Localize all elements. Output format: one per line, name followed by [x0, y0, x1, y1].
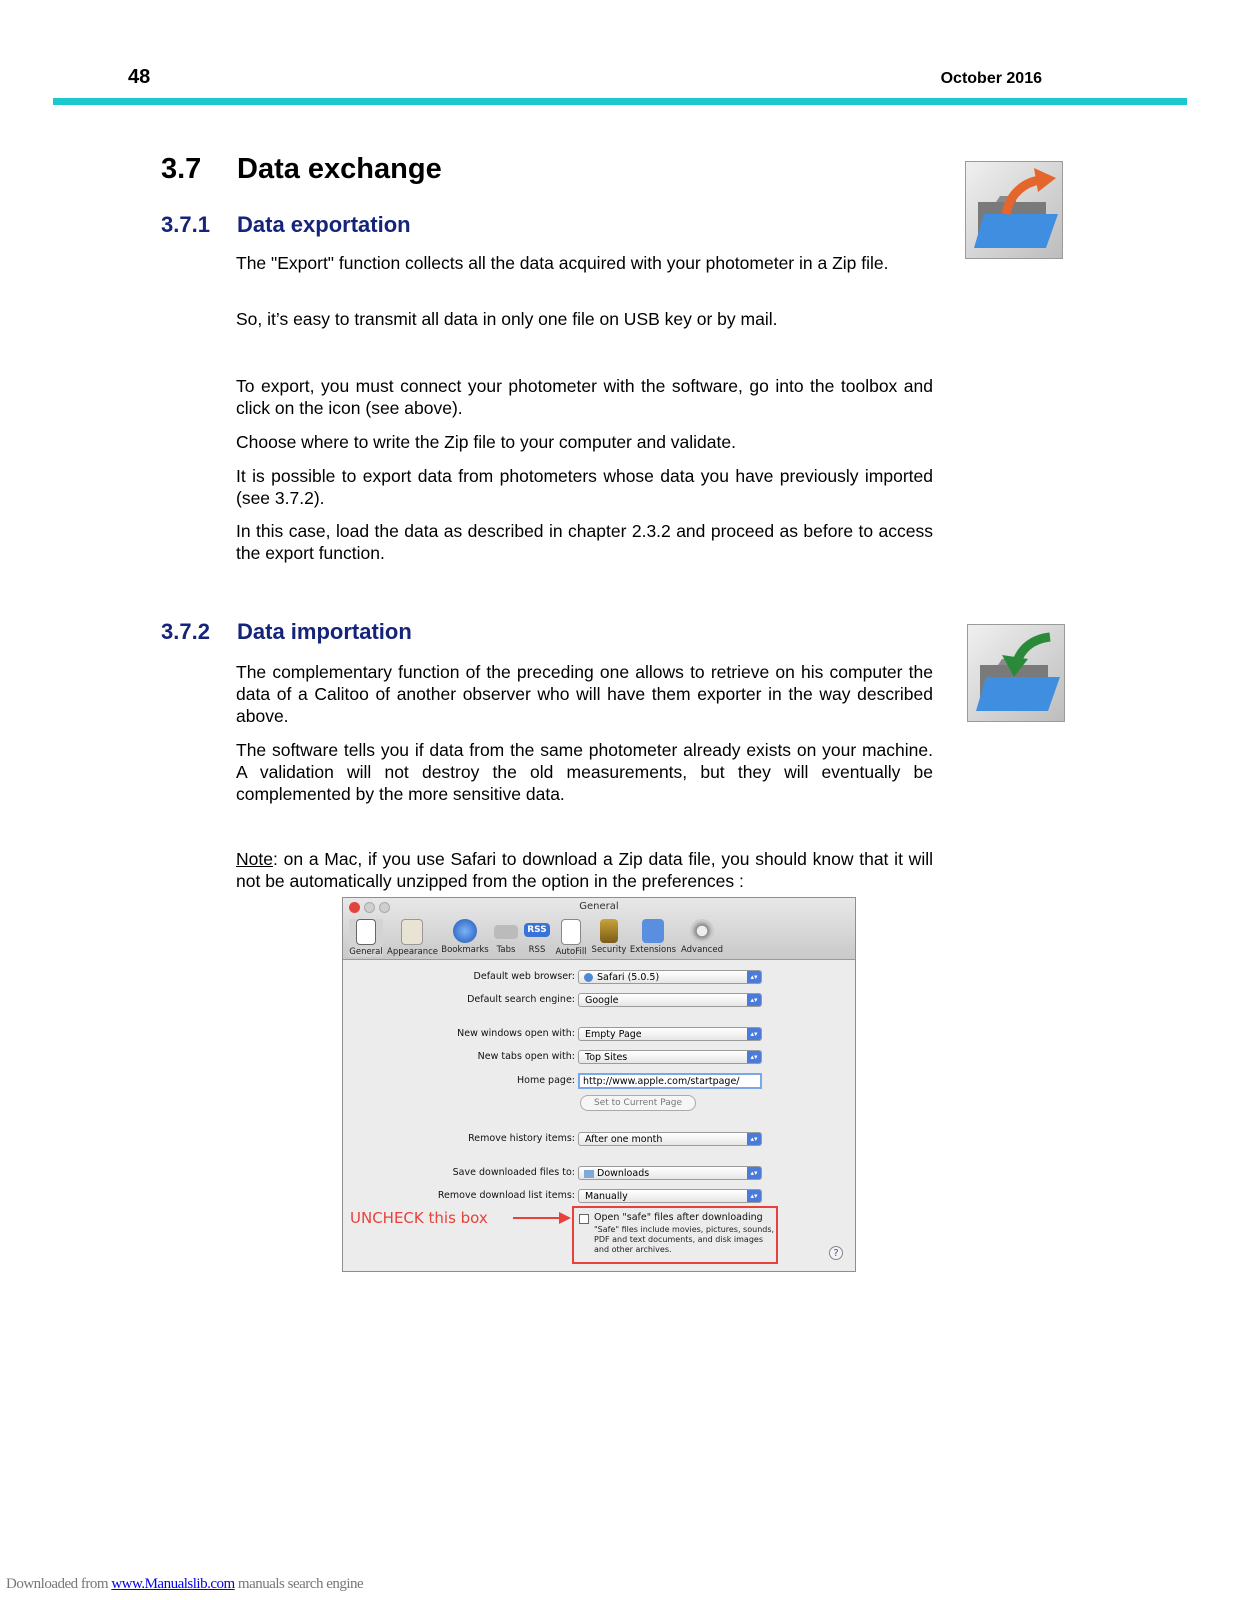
new-tabs-popup[interactable] [578, 1050, 762, 1064]
section-title: Data exchange [237, 153, 442, 185]
popup-arrows-icon: ▴▾ [747, 1028, 761, 1040]
new-windows-popup[interactable] [578, 1027, 762, 1041]
help-button[interactable]: ? [829, 1246, 843, 1260]
extensions-puzzle-icon [642, 919, 664, 943]
bookmarks-globe-icon [453, 919, 477, 943]
export-folder-icon [965, 161, 1063, 259]
default-browser-value: Safari (5.0.5) [597, 972, 660, 983]
note-label: Note [236, 849, 273, 869]
tabs-icon [494, 925, 518, 939]
page-date: October 2016 [940, 70, 1042, 87]
default-browser-label: Default web browser: [473, 971, 575, 982]
tab-general-label: General [349, 947, 383, 957]
tab-autofill-label: AutoFill [555, 947, 587, 957]
tab-general[interactable] [349, 919, 383, 957]
tab-tabs[interactable] [491, 919, 521, 955]
import-heading [161, 619, 412, 645]
tab-bookmarks-label: Bookmarks [441, 945, 489, 955]
tab-tabs-label: Tabs [496, 945, 516, 955]
tab-security[interactable] [591, 919, 627, 955]
save-downloads-popup[interactable] [578, 1166, 762, 1180]
popup-arrows-icon: ▴▾ [747, 1133, 761, 1145]
search-engine-value: Google [585, 995, 619, 1006]
tab-autofill[interactable] [553, 919, 589, 957]
tab-appearance-label: Appearance [387, 947, 439, 957]
section-number: 3.7 [161, 153, 202, 185]
export-heading [161, 212, 411, 238]
downloads-folder-icon [584, 1170, 594, 1178]
tab-security-label: Security [591, 945, 627, 955]
export-paragraph: Choose where to write the Zip file to your computer and validate. [236, 432, 736, 452]
security-lock-icon [600, 919, 618, 943]
section-heading [161, 153, 442, 186]
popup-arrows-icon: ▴▾ [747, 1167, 761, 1179]
new-windows-value: Empty Page [585, 1029, 642, 1040]
import-paragraph: The complementary function of the preceding one allows to retrieve on his computer the data of a Calitoo of another observer who will have them exporter in the way described above. [236, 662, 933, 726]
annotation-arrow-icon [513, 1209, 573, 1227]
import-folder-icon [967, 624, 1065, 722]
autofill-pencil-icon [561, 919, 581, 945]
home-page-input[interactable]: http://www.apple.com/startpage/ [578, 1073, 762, 1089]
note-text: : on a Mac, if you use Safari to download a Zip data file, you should know that it will not be automatically unzipped from the option in the preferences : [236, 849, 933, 891]
rss-icon: RSS [524, 923, 550, 937]
import-title: Data importation [237, 619, 412, 644]
footer-prefix: Downloaded from [6, 1576, 112, 1592]
new-windows-label: New windows open with: [457, 1028, 575, 1039]
manualslib-link[interactable]: www.Manualslib.com [111, 1576, 235, 1592]
safe-files-description: "Safe" files include movies, pictures, sounds, PDF and text documents, and disk images and other archives. [594, 1225, 775, 1254]
home-page-label: Home page: [516, 1075, 575, 1086]
import-number: 3.7.2 [161, 619, 210, 644]
default-browser-popup[interactable] [578, 970, 762, 984]
remove-downloads-value: Manually [585, 1191, 628, 1202]
search-engine-popup[interactable] [578, 993, 762, 1007]
footer-suffix: manuals search engine [234, 1576, 364, 1592]
advanced-gear-icon [690, 919, 714, 943]
remove-history-label: Remove history items: [468, 1133, 575, 1144]
popup-arrows-icon: ▴▾ [747, 994, 761, 1006]
save-downloads-value: Downloads [597, 1168, 650, 1179]
export-title: Data exportation [237, 212, 411, 237]
remove-history-value: After one month [585, 1134, 663, 1145]
save-downloads-label: Save downloaded files to: [452, 1167, 575, 1178]
open-safe-files-label: Open "safe" files after downloading [594, 1212, 763, 1223]
remove-history-popup[interactable] [578, 1132, 762, 1146]
export-number: 3.7.1 [161, 212, 210, 237]
tab-advanced-label: Advanced [681, 945, 723, 955]
popup-arrows-icon: ▴▾ [747, 1190, 761, 1202]
search-engine-label: Default search engine: [467, 994, 575, 1005]
tab-advanced[interactable] [679, 919, 725, 955]
new-tabs-value: Top Sites [585, 1052, 628, 1063]
tab-rss[interactable] [523, 919, 551, 955]
window-title: General [579, 901, 619, 912]
tab-appearance[interactable] [387, 919, 437, 957]
export-paragraph: In this case, load the data as described in chapter 2.3.2 and proceed as before to access the export function. [236, 521, 933, 563]
export-paragraph: The "Export" function collects all the data acquired with your photometer in a Zip file. [236, 253, 889, 273]
uncheck-annotation: UNCHECK this box [350, 1209, 488, 1227]
safari-preferences-window [342, 897, 856, 1272]
set-current-page-button[interactable]: Set to Current Page [580, 1095, 696, 1111]
export-paragraph: To export, you must connect your photometer with the software, go into the toolbox and click on the icon (see above). [236, 376, 933, 418]
remove-downloads-popup[interactable] [578, 1189, 762, 1203]
header-rule [53, 98, 1187, 105]
popup-arrows-icon: ▴▾ [747, 971, 761, 983]
export-paragraph: So, it’s easy to transmit all data in only one file on USB key or by mail. [236, 309, 778, 329]
export-paragraph: It is possible to export data from photometers whose data you have previously imported (see 3.7.2). [236, 466, 933, 508]
popup-arrows-icon: ▴▾ [747, 1051, 761, 1063]
page-number: 48 [128, 66, 151, 88]
new-tabs-label: New tabs open with: [477, 1051, 575, 1062]
window-titlebar [343, 898, 855, 960]
import-paragraph: The software tells you if data from the same photometer already exists on your machine. A validation will not destroy the old measurements, but they will eventually be complemented by the more sensitive data. [236, 740, 933, 804]
general-icon [356, 919, 376, 945]
note-paragraph [236, 848, 933, 892]
tab-extensions-label: Extensions [629, 945, 677, 955]
appearance-icon [401, 919, 423, 945]
tab-bookmarks[interactable] [440, 919, 490, 955]
safari-compass-icon [584, 973, 593, 982]
tab-rss-label: RSS [528, 945, 546, 955]
footer-text [6, 1576, 363, 1593]
open-safe-files-checkbox[interactable] [579, 1214, 589, 1224]
tab-extensions[interactable] [629, 919, 677, 955]
remove-downloads-label: Remove download list items: [437, 1190, 575, 1201]
